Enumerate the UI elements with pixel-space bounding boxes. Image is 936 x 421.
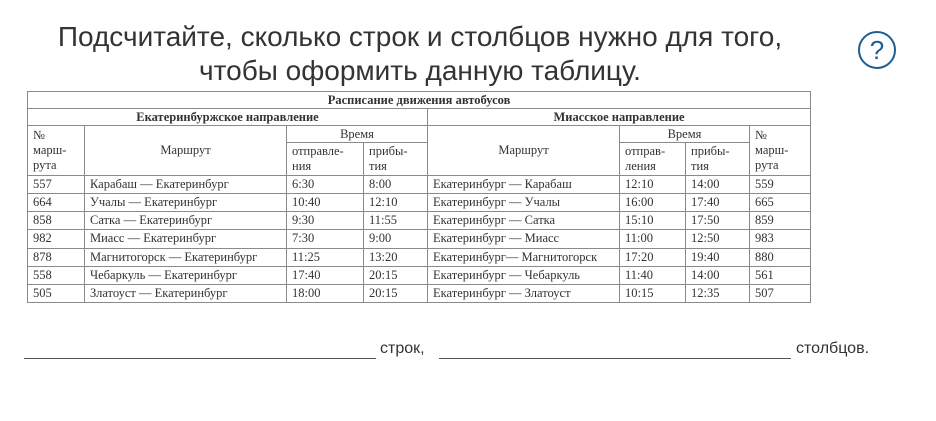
bus-schedule-table <box>27 91 811 303</box>
table-row: 557 Карабаш — Екатеринбург 6:30 8:00 Екатеринбург — Карабаш 12:10 14:00 559 <box>28 176 811 194</box>
route-header-right: Маршрут <box>428 126 620 176</box>
columns-answer-blank[interactable] <box>439 358 791 359</box>
arrival-header-left: прибы- тия <box>364 143 428 176</box>
route-number-header-right: № марш- рута <box>750 126 811 176</box>
departure-header-right: отправ- ления <box>620 143 686 176</box>
table-row: 558 Чебаркуль — Екатеринбург 17:40 20:15 Екатеринбург — Чебаркуль 11:40 14:00 561 <box>28 266 811 284</box>
question-text <box>0 20 840 88</box>
rows-answer-blank[interactable] <box>24 358 376 359</box>
table-row: 982 Миасс — Екатеринбург 7:30 9:00 Екатеринбург — Миасс 11:00 12:50 983 <box>28 230 811 248</box>
table-row: 878 Магнитогорск — Екатеринбург 11:25 13:20 Екатеринбург— Магнитогорск 17:20 19:40 880 <box>28 248 811 266</box>
table-title: Расписание движения автобусов <box>28 92 811 109</box>
table-row: 858 Сатка — Екатеринбург 9:30 11:55 Екатеринбург — Сатка 15:10 17:50 859 <box>28 212 811 230</box>
route-number-header-left: № марш- рута <box>28 126 85 176</box>
time-header-right: Время <box>620 126 750 143</box>
time-header-left: Время <box>287 126 428 143</box>
rows-answer-label: строк, <box>380 340 425 357</box>
right-direction-header: Миасское направление <box>428 109 811 126</box>
table-row: 505 Златоуст — Екатеринбург 18:00 20:15 Екатеринбург — Златоуст 10:15 12:35 507 <box>28 284 811 302</box>
question-line-2: чтобы оформить данную таблицу. <box>199 55 641 86</box>
help-button[interactable] <box>858 31 896 69</box>
table-row: 664 Учалы — Екатеринбург 10:40 12:10 Екатеринбург — Учалы 16:00 17:40 665 <box>28 194 811 212</box>
columns-answer-label: столбцов. <box>796 340 870 357</box>
departure-header-left: отправле- ния <box>287 143 364 176</box>
route-header-left: Маршрут <box>85 126 287 176</box>
question-line-1: Подсчитайте, сколько строк и столбцов нужно для того, <box>57 21 783 52</box>
left-direction-header: Екатеринбуржское направление <box>28 109 428 126</box>
question-mark-icon: ? <box>869 35 885 65</box>
arrival-header-right: прибы- тия <box>686 143 750 176</box>
